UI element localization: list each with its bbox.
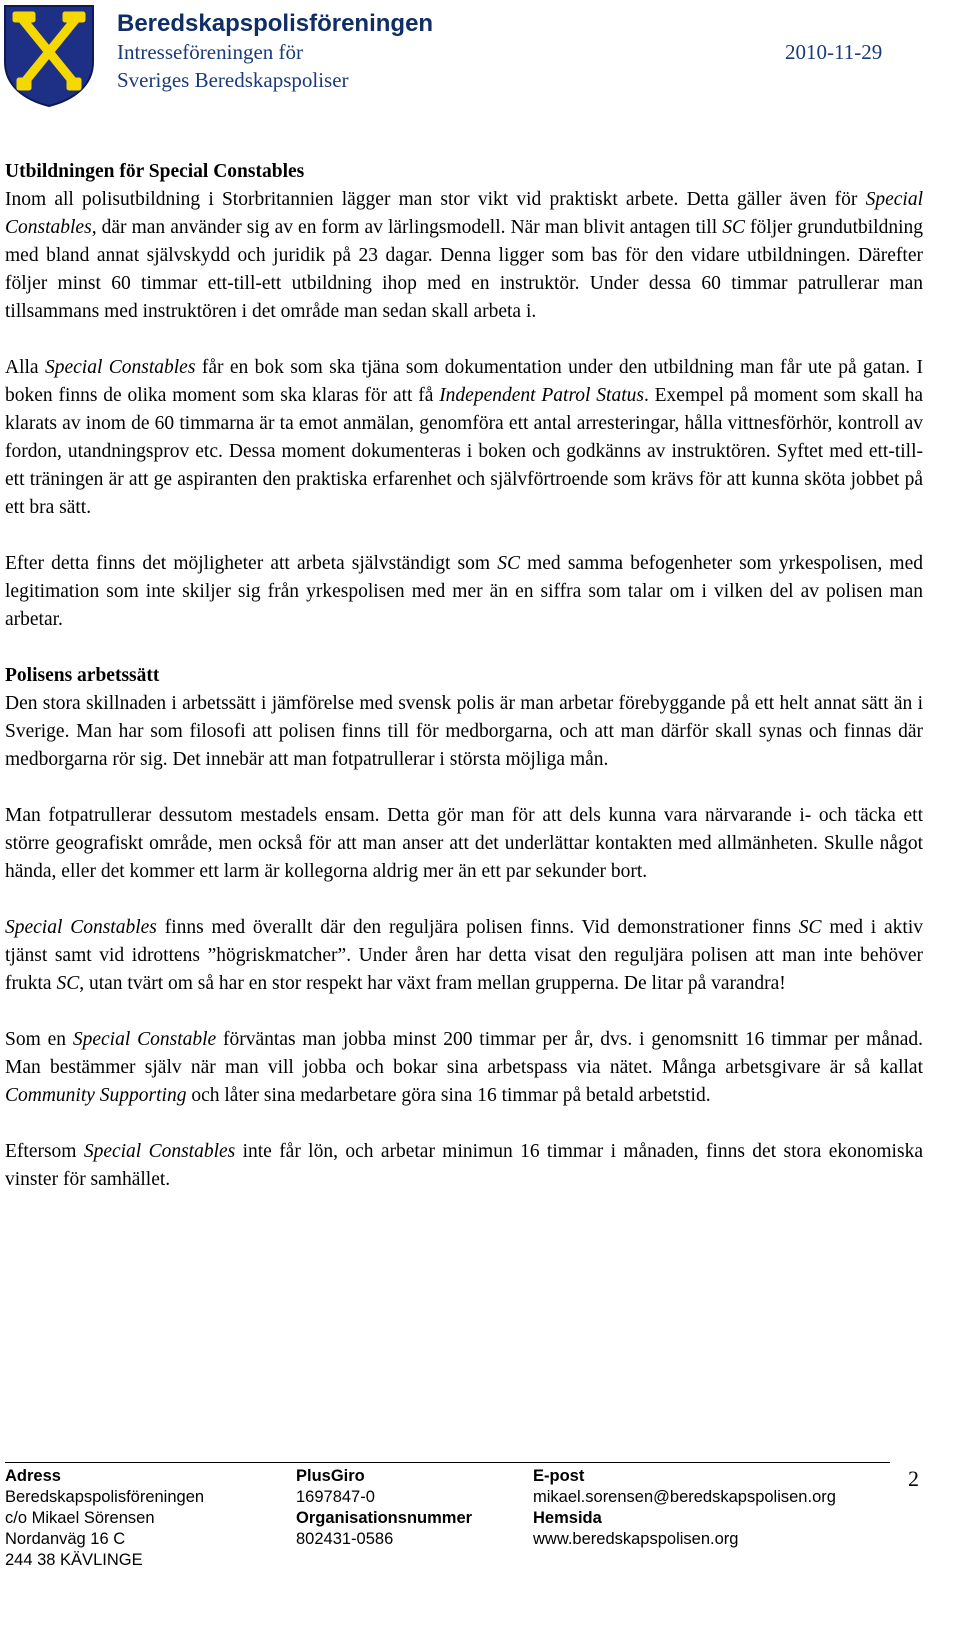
paragraph	[5, 1138, 923, 1194]
text-run: Som en	[5, 1029, 73, 1050]
address-line: c/o Mikael Sörensen	[5, 1509, 155, 1527]
page-number: 2	[908, 1466, 919, 1491]
text-run: finns med överallt där den reguljära polisen finns. Vid demonstrationer finns	[156, 917, 799, 938]
text-run: Eftersom	[5, 1141, 84, 1162]
plusgiro-label: PlusGiro	[296, 1467, 365, 1485]
footer	[5, 1466, 905, 1625]
paragraph: Man fotpatrullerar dessutom mestadels ensam. Detta gör man för att dels kunna vara närvarande i- och täcka ett större geografiskt område, men också för att man anser att det underlättar kontakten med allmänheten. Skulle något hända, eller det kommer ett larm är kollegorna aldrig mer än ett par sekunder bort.	[5, 805, 923, 882]
text-run: och låter sina medarbetare göra sina 16 timmar på betald arbetstid.	[186, 1085, 711, 1106]
text-run-italic: SC	[497, 553, 520, 574]
footer-plusgiro-column	[296, 1466, 472, 1550]
text-run-italic: SC	[56, 973, 80, 994]
org-number-label: Organisationsnummer	[296, 1509, 473, 1527]
text-run: Efter detta finns det möjligheter att arbeta självständigt som	[5, 553, 498, 574]
paragraph	[5, 186, 923, 326]
text-run-italic: Community Supporting	[5, 1085, 187, 1106]
text-run: med i aktiv tjänst samt vid idrottens ”högriskmatcher”. Under åren har detta visat den reguljära polisen att man inte behöver frukta	[5, 917, 923, 994]
text-run: med samma befogenheter som yrkespolisen, med legitimation som inte skiljer sig från yrkespolisen med mer än en siffra som talar om i vilken del av polisen man arbetar.	[5, 553, 923, 630]
plusgiro-value: 1697847-0	[296, 1488, 375, 1506]
paragraph	[5, 550, 923, 634]
org-number-value: 802431-0586	[296, 1530, 394, 1548]
text-run: Inom all polisutbildning i Storbritannien lägger man stor vikt vid praktiskt arbete. Detta gäller även för	[5, 189, 866, 210]
organization-name: Beredskapspolisföreningen	[117, 10, 434, 37]
letterhead	[0, 0, 960, 115]
section-heading-training: Utbildningen för Special Constables	[5, 161, 305, 182]
email-label: E-post	[533, 1467, 585, 1485]
text-run: förväntas man jobba minst 200 timmar per år, dvs. i genomsnitt 16 timmar per månad. Man bestämmer själv när man vill jobba och bokar sina arbetspass via nätet. Många arbetsgivare är så kallat	[5, 1029, 923, 1078]
footer-contact-column	[533, 1466, 836, 1550]
coat-of-arms-crossed-keys-icon	[3, 4, 95, 108]
address-label: Adress	[5, 1467, 61, 1485]
address-line: Nordanväg 16 C	[5, 1530, 126, 1548]
text-run-italic: SC	[722, 217, 745, 238]
text-run: , där man använder sig av en form av lärlingsmodell. När man blivit antagen till	[91, 217, 723, 238]
text-run: inte får lön, och arbetar minimun 16 timmar i månaden, finns det stora ekonomiska vinster för samhället.	[5, 1141, 923, 1190]
document-body	[5, 158, 923, 1222]
section-heading-working-methods: Polisens arbetssätt	[5, 665, 160, 686]
organization-subtitle-line1: Intresseföreningen för	[117, 40, 304, 64]
text-run-italic: Special Constables	[5, 917, 157, 938]
text-run: . Exempel på moment som skall ha klarats av inom de 60 timmarna är ta emot anmälan, genomföra ett antal arresteringar, hålla vittnesförhör, kontroll av fordon, utandningsprov etc. Dessa moment dokumenteras i boken och godkänns av instruktören. Syftet med ett-till-ett träningen är att ge aspiranten den praktiska erfarenhet och självförtroende som krävs för att kunna sköta jobbet på ett bra sätt.	[5, 385, 923, 518]
text-run-italic: Special Constables	[5, 189, 923, 238]
website-link[interactable]: www.beredskapspolisen.org	[533, 1530, 739, 1548]
footer-divider	[5, 1462, 890, 1463]
text-run: får en bok som ska tjäna som dokumentation under den utbildning man får ute på gatan. I boken finns de olika moment som ska klaras för att få	[5, 357, 923, 406]
text-run-italic: Special Constables	[44, 357, 196, 378]
text-run-italic: Special Constables	[83, 1141, 236, 1162]
paragraph: Den stora skillnaden i arbetssätt i jämförelse med svensk polis är man arbetar förebyggande på ett helt annat sätt än i Sverige. Man har som filosofi att polisen finns till för medborgarna, och att man därför skall synas och finnas där medborgarna rör sig. Det innebär att man fotpatrullerar i största möjliga mån.	[5, 693, 923, 770]
text-run-italic: Special Constable	[72, 1029, 217, 1050]
address-line: Beredskapspolisföreningen	[5, 1488, 205, 1506]
text-run: Alla	[5, 357, 45, 378]
paragraph	[5, 914, 923, 998]
address-line: 244 38 KÄVLINGE	[5, 1551, 143, 1569]
footer-address-column	[5, 1466, 204, 1571]
text-run-italic: SC	[798, 917, 822, 938]
text-run-italic: Independent Patrol Status	[439, 385, 644, 406]
paragraph	[5, 1026, 923, 1110]
paragraph	[5, 354, 923, 522]
text-run: , utan tvärt om så har en stor respekt har växt fram mellan grupperna. De litar på varandra!	[79, 973, 786, 994]
text-run: följer grundutbildning med bland annat självskydd och juridik på 23 dagar. Denna ligger som bas för den vidare utbildningen. Därefter följer minst 60 timmar ett-till-ett utbildning ihop med en instruktör. Under dessa 60 timmar patrullerar man tillsammans med instruktören i det område man sedan skall arbeta i.	[5, 217, 923, 322]
organization-subtitle-line2: Sveriges Beredskapspoliser	[117, 68, 349, 92]
document-date: 2010-11-29	[785, 40, 883, 64]
email-link[interactable]: mikael.sorensen@beredskapspolisen.org	[533, 1488, 836, 1506]
website-label: Hemsida	[533, 1509, 602, 1527]
